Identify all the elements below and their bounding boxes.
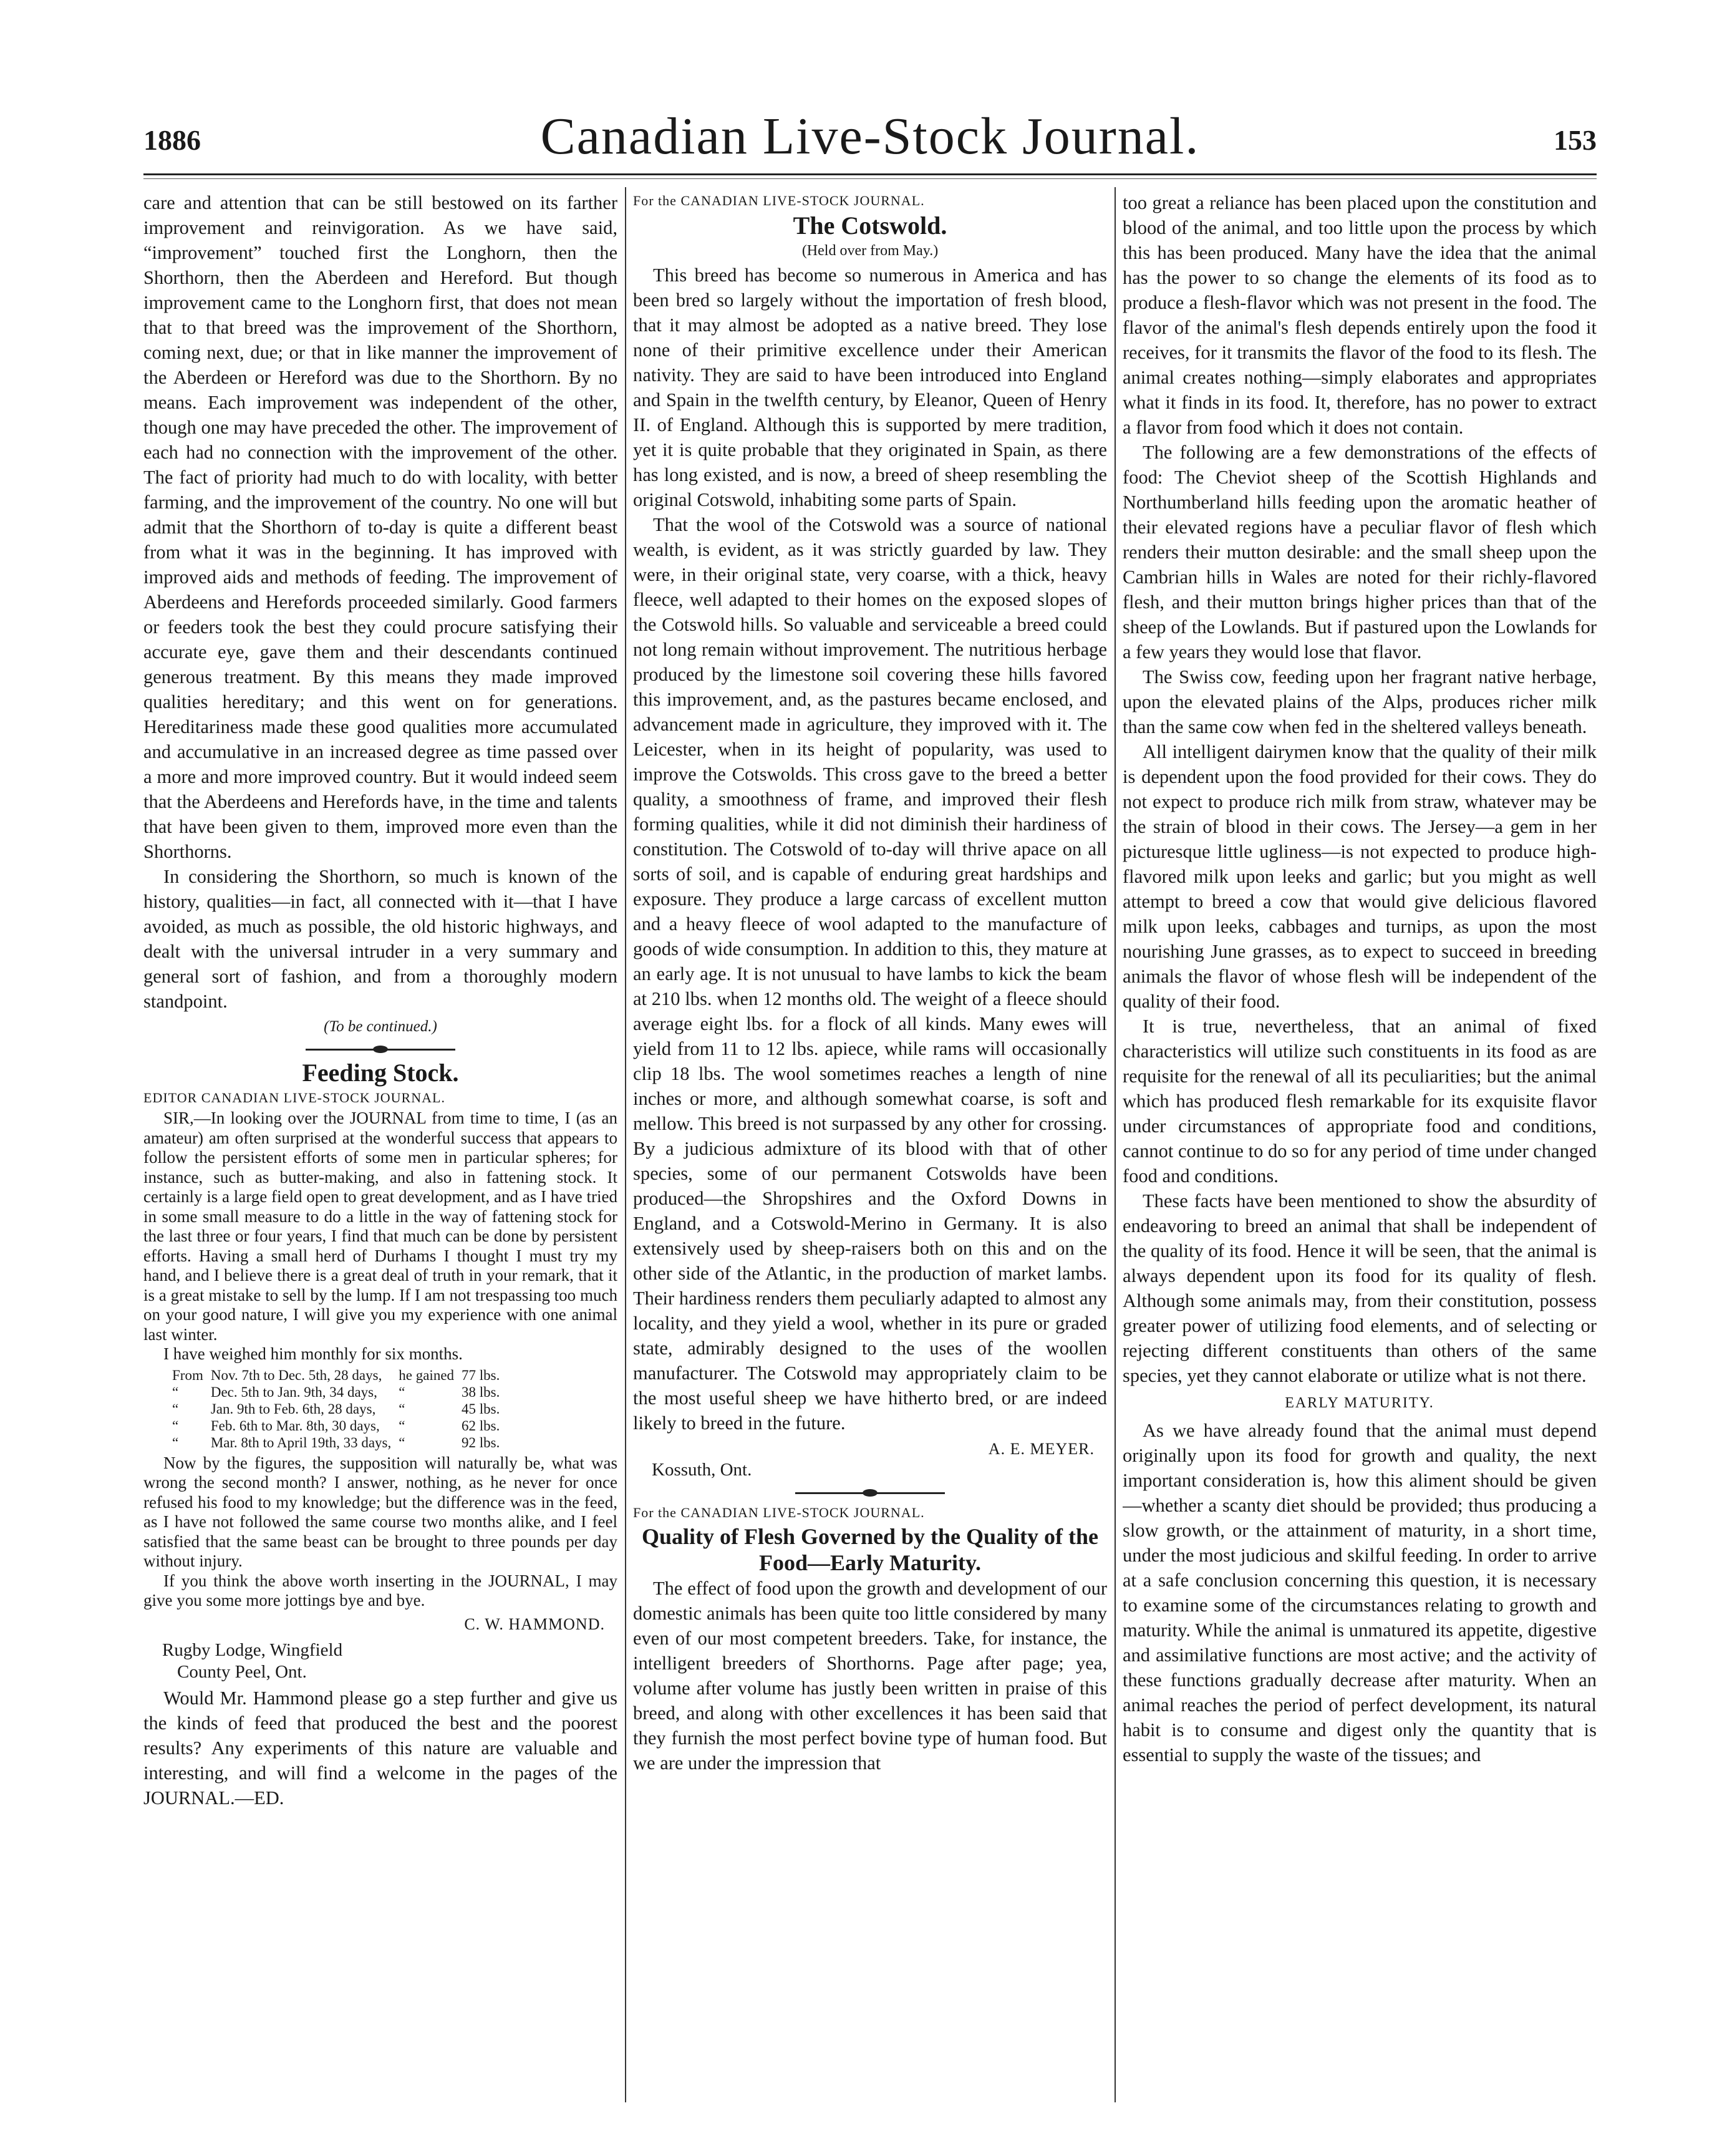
weight-cell: Mar. 8th to April 19th, 33 days, [210, 1434, 392, 1450]
signature: A. E. MEYER. [988, 1440, 1095, 1458]
article-paragraph: This breed has become so numerous in America and has been bred so largely without the importation of fresh blood, that it may almost be adopted as a native breed. They lose none of their primitive excellence under their American nativity. They are said to have been introduced into England and Spain in the twelfth century, by Eleanor, Queen of Henry II. of England. Although this is supported by mere tradition, yet it is quite probable that they originated in Spain, as there has long existed, and is now, a breed of sheep resembling the original Cotswold, inhabiting some parts of Spain. [633, 265, 1107, 510]
weight-cell: “ [172, 1384, 179, 1400]
weight-cell: 77 lbs. [462, 1367, 500, 1383]
article-title: The Cotswold. [793, 211, 947, 240]
weight-row [168, 1417, 503, 1434]
article-paragraph: Now by the figures, the supposition will naturally be, what was wrong the second month? I answer, nothing, as he never for once refused his food to my knowledge; but the difference was in the feed, as I have not followed the same course two months alike, and I feel satisfied that the same beast can be brought to three pounds per day without injury. [143, 1453, 617, 1570]
weight-row [168, 1384, 503, 1401]
article-paragraph: The following are a few demonstrations of the effects of food: The Cheviot sheep of the Scottish Highlands and Northumberland hills feeding upon the aromatic heather of their elevated regions have a peculiar flavor of flesh which renders their mutton desirable: and the small sheep upon the Cambrian hills in Wales are noted for their richly-flavored flesh, and their mutton brings higher prices than that of the sheep of the Lowlands. But if pastured upon the Lowlands for a few years they would lose that flavor. [1123, 442, 1597, 663]
weight-cell: “ [172, 1417, 179, 1434]
article-cotswold [633, 190, 1107, 1481]
article-paragraph: These facts have been mentioned to show the absurdity of endeavoring to breed an animal that shall be independent of the quality of its food. Hence it will be seen, that the animal is always dependent upon its food for its quality of flesh. Although some animals may, from their constitution, possess greater power of utilizing food elements, and of selecting or rejecting different constituents than others of the same species, yet they cannot elaborate or utilize what is not there. [1123, 1190, 1597, 1386]
address-line: Rugby Lodge, Wingfield [162, 1639, 343, 1660]
editor-note: Would Mr. Hammond please go a step further and give us the kinds of feed that produced the best and the poorest results? Any experiments of this nature are valuable and interesting, and will find a welcome in the pages of the JOURNAL.—ED. [143, 1687, 617, 1809]
place: Kossuth, Ont. [652, 1460, 752, 1480]
continued-paragraph-2: In considering the Shorthorn, so much is known of the history, qualities—in fact, all connected with it—that I have avoided, as much as possible, the old historic highways, and dealt with the universal intruder in a very summary and general sort of fashion, and from a thoroughly modern standpoint. [143, 866, 617, 1012]
article-paragraph: SIR,—In looking over the JOURNAL from time to time, I (as an amateur) am often surprised at the wonderful success that appears to follow the persistent efforts of some men in particular spheres; for instance, such as butter-making, and also in fattening stock. It certainly is a large field open to great development, and as I have tried in some small measure to do a little in the way of fattening stock for the last three or four years, I find that much can be done by persistent efforts. Having a small herd of Durhams I thought I must try my hand, and I believe there is a great deal of truth in your remark, that it is a great mistake to sell by the lump. If I am not trespassing too much on your good nature, I will give you my experience with one animal last winter. [143, 1109, 617, 1344]
article-paragraph: All intelligent dairymen know that the quality of their milk is dependent upon the food provided for their cows. They do not expect to produce rich milk from straw, whatever may be the strain of blood in their cows. The Jersey—a gem in her picturesque little ugliness—is not expected to produce high-flavored milk upon leeks and garlic; but you might as well attempt to breed a cow that would give delicious flavored milk upon leeks, cabbages and turnips, as upon the most nourishing June grasses, as to expect to succeed in breeding animals the flavor of whose flesh will be independent of the quality of their food. [1123, 741, 1597, 1012]
article-paragraph: It is true, nevertheless, that an animal of fixed characteristics will utilize such constituents in its food as are requisite for the renewal of all its peculiarities; but the animal which has produced flesh remarkable for its exquisite flavor under circumstances of appropriate food and conditions, cannot continue to do so for any period of time under changed food and conditions. [1123, 1016, 1597, 1187]
column-2 [633, 190, 1107, 2099]
weight-cell: Jan. 9th to Feb. 6th, 28 days, [210, 1401, 376, 1417]
header-page-number: 153 [1554, 124, 1597, 156]
article-paragraph: If you think the above worth inserting in the JOURNAL, I may give you some more jottings bye and bye. [143, 1571, 617, 1610]
weight-row [168, 1367, 503, 1384]
article-quality-of-flesh [633, 1502, 1107, 1775]
weight-cell: Nov. 7th to Dec. 5th, 28 days, [210, 1367, 382, 1383]
article-title: Feeding Stock. [302, 1059, 459, 1087]
article-separator [143, 1040, 617, 1059]
address-block [162, 1639, 617, 1683]
to-be-continued: (To be continued.) [324, 1018, 437, 1035]
article-subtitle: (Held over from May.) [801, 243, 939, 259]
weight-cell: he gained [399, 1367, 455, 1383]
weight-cell: 92 lbs. [462, 1434, 500, 1450]
weight-cell: “ [399, 1384, 405, 1400]
weight-cell: “ [399, 1401, 405, 1417]
header-title: Canadian Live-Stock Journal. [540, 107, 1200, 165]
article-byline: For the CANADIAN LIVE-STOCK JOURNAL. [633, 193, 925, 208]
article-paragraph: too great a reliance has been placed upon the constitution and blood of the animal, and too little upon the process by which this has been produced. Many have the idea that the animal has the power to so change the elements of its food as to produce a flesh-flavor which was not present in the food. The flavor of the animal's flesh depends entirely upon the food it receives, for it transmits the flavor of the food to its flesh. The animal creates nothing—simply elaborates and appropriates what it finds in its food. It, therefore, has no power to extract a flavor from food which it does not contain. [1123, 192, 1597, 438]
weight-cell: 45 lbs. [462, 1401, 500, 1417]
weight-cell: Dec. 5th to Jan. 9th, 34 days, [210, 1384, 377, 1400]
article-paragraph: As we have already found that the animal must depend originally upon its food for growth and quality, the next important consideration is, how this aliment should be given—whether a scanty diet should be provided; thus producing a slow growth, or the attainment of maturity, in a short time, under the most judicious and skilful feeding. In order to arrive at a safe conclusion concerning this question, it is necessary to examine some of the circumstances relating to growth and maturity. While the animal is unmatured its appetite, digestive and assimilative functions are most active; and the activity of these functions gradually decrease after maturity. When an animal reaches the period of perfect development, its natural habit is to consume and digest only the quantity that is essential to supply the waste of the tissues; and [1123, 1420, 1597, 1765]
article-paragraph: That the wool of the Cotswold was a source of national wealth, is evident, as it was strictly guarded by law. They were, in their original state, very coarse, with a thick, heavy fleece, well adapted to their homes on the exposed slopes of the Cotswold hills. So valuable and serviceable a breed could not long remain without improvement. The nutritious herbage produced by the limestone soil covering these hills favored this improvement, and, as the pastures became enclosed, and advancement made in agriculture, they improved with it. The Leicester, when in its height of popularity, was used to improve the Cotswolds. This cross gave to the breed a better quality, a smoothness of frame, and improved their flesh forming qualities, while it did not diminish their hardiness of constitution. The Cotswold of to-day will thrive apace on all sorts of soil, and is capable of enduring great hardships and exposure. They produce a large carcass of excellent mutton and a heavy fleece of wool adapted to the manufacture of goods of wide consumption. In addition to this, they mature at an early age. It is not unusual to have lambs to kick the beam at 210 lbs. when 12 months old. The weight of a fleece should average eight lbs. for a flock of all kinds. Many ewes will yield from 11 to 12 lbs. apiece, while rams will occasionally clip 18 lbs. The wool sometimes reaches a length of nine inches or more, and although somewhat coarse, is soft and mellow. This breed is not surpassed by any other for crossing. By a judicious admixture of its blood with that of other species, some of our permanent Cotswolds have been produced—the Shropshires and the Oxford Downs in England, and a Cotswold-Merino in Germany. It is also extensively used by sheep-raisers both on this and on the other side of the Atlantic, in the production of market lambs. Their hardiness renders them peculiarly adapted to almost any locality, and they yield a wool, whether in its pure or graded state, admirably designed to the uses of the woollen manufacturer. The Cotswold may appropriately claim to be the most useful sheep we have hitherto bred, or are indeed likely to breed in the future. [633, 514, 1107, 1434]
column-divider-2 [1115, 187, 1116, 2102]
column-divider-1 [625, 187, 626, 2102]
continued-paragraph-1: care and attention that can be still bestowed on its farther improvement and reinvigoration. As we have said, “improvement” touched first the Longhorn, then the Shorthorn, then the Aberdeen and Hereford. But though improvement came to the Longhorn first, that does not mean that to that breed was the improvement of the Shorthorn, coming next, due; or that in like manner the improvement of the Aberdeen or Hereford was due to the Shorthorn. By no means. Each improvement was independent of the other, though one may have preceded the other. The improvement of each had no connection with the improvement of the other. The fact of priority had much to do with locality, with better farming, and the improvement of the country. No one will but admit that the Shorthorn of to-day is quite a different beast from what it was in the beginning. It has improved with improved aids and methods of feeding. The improvement of Aberdeens and Herefords proceeded similarly. Good farmers or feeders took the best they could procure satisfying their accurate eye, gave them and their descendants continued generous treatment. By this means they made improved qualities hereditary; and this went on for generations. Hereditariness made these good qualities more accumulated and accumulative in an increased degree as time passed over a more and more improved country. But it would indeed seem that the Aberdeens and Herefords have, in the time and talents that have been given to them, improved more even than the Shorthorns. [143, 192, 617, 862]
weight-row [168, 1434, 503, 1451]
header-year: 1886 [143, 124, 201, 156]
weight-cell: From [172, 1367, 203, 1383]
column-3 [1123, 190, 1597, 2099]
address-line: County Peel, Ont. [177, 1661, 307, 1682]
article-paragraph: I have weighed him monthly for six months. [163, 1344, 463, 1363]
article-feeding-stock [143, 1059, 617, 1810]
header-rule-thin [143, 178, 1597, 179]
article-byline: For the CANADIAN LIVE-STOCK JOURNAL. [633, 1505, 925, 1520]
weight-cell: “ [399, 1434, 405, 1450]
article-separator [633, 1483, 1107, 1502]
column-1 [143, 190, 617, 2099]
weight-cell: “ [399, 1417, 405, 1434]
header-rule [143, 173, 1597, 175]
article-paragraph: The effect of food upon the growth and development of our domestic animals has been quite too little considered by many even of our most competent breeders. Take, for instance, the intelligent breeders of Shorthorns. Page after page; yea, volume after volume has justly been written in praise of this breed, and along with other excellences it has been said that they furnish the most perfect bovine type of human food. But we are under the impression that [633, 1578, 1107, 1774]
weight-cell: “ [172, 1434, 179, 1450]
article-byline: EDITOR CANADIAN LIVE-STOCK JOURNAL. [143, 1090, 445, 1105]
weight-cell: Feb. 6th to Mar. 8th, 30 days, [210, 1417, 380, 1434]
article-paragraph: The Swiss cow, feeding upon her fragrant native herbage, upon the elevated plains of the Alps, produces richer milk than the same cow when fed in the sheltered valleys beneath. [1123, 666, 1597, 737]
weight-cell: 62 lbs. [462, 1417, 500, 1434]
section-heading: EARLY MATURITY. [1285, 1395, 1434, 1411]
weight-row [168, 1401, 503, 1417]
page-header [143, 75, 1597, 168]
signature: C. W. HAMMOND. [464, 1615, 605, 1633]
weight-cell: 38 lbs. [462, 1384, 500, 1400]
weight-table [168, 1367, 503, 1451]
article-title: Quality of Flesh Governed by the Quality of the Food—Early Maturity. [642, 1524, 1098, 1575]
weight-cell: “ [172, 1401, 179, 1417]
